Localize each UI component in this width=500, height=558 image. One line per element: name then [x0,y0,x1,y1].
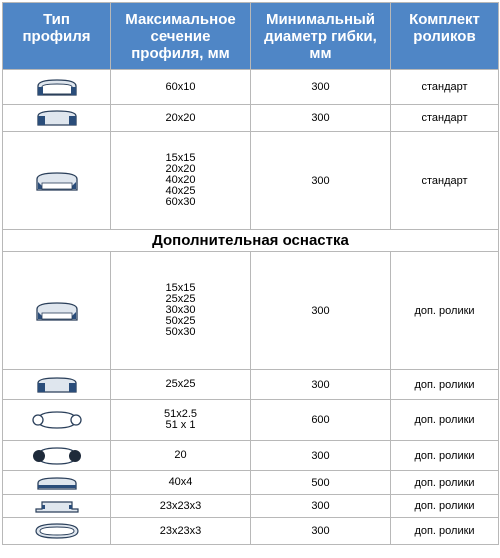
rollers-cell [391,252,499,370]
section-cell [111,70,251,105]
section-cell [111,370,251,400]
diameter-value: 300 [311,378,330,391]
roller-flat-bar-icon [32,474,82,492]
diameter-cell [251,495,391,518]
roller-square-edge-icon [32,108,82,128]
table-row [3,441,499,471]
rollers-cell [391,370,499,400]
section-value: 40x20 [165,174,196,186]
diameter-value: 500 [311,476,330,489]
section-value: 20x20 [165,163,196,175]
section-cell [111,400,251,441]
diameter-cell [251,400,391,441]
diameter-cell [251,70,391,105]
section-value: 60x10 [165,80,196,93]
section-value: 60x30 [165,196,196,208]
rollers-cell [391,441,499,471]
header-line: профиля [22,27,91,45]
rollers-value: стандарт [421,112,468,124]
section-value: 50x25 [165,315,196,327]
header-row [3,3,499,70]
roller-round-edge-icon [32,75,82,99]
roller-angle-icon [32,497,82,515]
rollers-value: доп. ролики [414,476,475,489]
header-line: мм [309,44,332,62]
section-cell [111,471,251,495]
profile-table [2,2,499,545]
roller-round-bar-icon [30,445,84,467]
section-value: 51 x 1 [165,419,196,431]
section-cell [111,441,251,471]
header-line: Максимальное [125,10,236,28]
table-row [3,132,499,230]
section-value: 25x25 [165,378,196,390]
section-cell [111,518,251,545]
rollers-value: доп. ролики [414,500,475,512]
diameter-value: 300 [311,81,330,93]
rollers-value: стандарт [421,81,468,93]
rollers-cell [391,70,499,105]
rollers-value: доп. ролики [414,414,475,426]
rollers-value: доп. ролики [414,304,475,317]
rollers-cell [391,105,499,132]
header-line: роликов [413,27,476,45]
header-line: Минимальный [265,10,376,28]
section-title: Дополнительная оснастка [3,230,499,252]
header-line: сечение [150,27,211,45]
table-row [3,370,499,400]
section-value: 40x4 [168,476,193,488]
diameter-cell [251,471,391,495]
rollers-cell [391,400,499,441]
roller-tube-icon [30,409,84,431]
rollers-cell [391,471,499,495]
rollers-cell [391,495,499,518]
header-line: диаметр гибки, [264,27,377,45]
diameter-cell [251,370,391,400]
roller-square-pocket-icon [32,169,82,193]
section-value: 20x20 [165,111,196,124]
section-value: 25x25 [165,293,196,305]
section-cell [111,132,251,230]
diameter-value: 600 [311,414,330,426]
header-roller-set [391,3,499,70]
table-row [3,471,499,495]
table-row [3,105,499,132]
diameter-cell [251,105,391,132]
diameter-value: 300 [311,449,330,462]
table-row [3,495,499,518]
header-line: Тип [43,10,70,28]
diameter-cell [251,132,391,230]
header-line: Комплект [409,10,480,28]
roller-square-edge-icon [32,375,82,395]
profile-icon-cell [3,400,111,441]
header-max-section [111,3,251,70]
section-value: 51x2.5 [163,408,198,420]
roller-channel-icon [30,521,84,541]
rollers-value: доп. ролики [414,378,475,391]
rollers-value: доп. ролики [414,525,475,537]
section-value: 20 [174,449,187,461]
section-cell [111,105,251,132]
diameter-value: 300 [311,304,330,317]
rollers-cell [391,132,499,230]
table-row [3,70,499,105]
profile-icon-cell [3,252,111,370]
rollers-cell [391,518,499,545]
roller-square-pocket-icon [32,299,82,323]
profile-icon-cell [3,441,111,471]
rollers-value: стандарт [421,174,468,187]
diameter-value: 300 [311,112,330,124]
profile-icon-cell [3,495,111,518]
diameter-cell [251,518,391,545]
section-value: 23x23x3 [159,499,202,512]
section-value: 23x23x3 [159,524,202,537]
diameter-value: 300 [311,525,330,537]
table-row [3,400,499,441]
header-min-diameter [251,3,391,70]
section-cell [111,252,251,370]
diameter-cell [251,441,391,471]
table-row [3,252,499,370]
profile-icon-cell [3,471,111,495]
section-value: 15x15 [165,282,196,294]
section-value: 40x25 [165,185,196,197]
rollers-value: доп. ролики [414,449,475,462]
section-value: 50x30 [165,326,196,338]
section-value: 30x30 [165,304,196,316]
table-row [3,518,499,545]
profile-icon-cell [3,132,111,230]
profile-icon-cell [3,70,111,105]
header-line: профиля, мм [131,44,230,62]
diameter-cell [251,252,391,370]
profile-icon-cell [3,370,111,400]
profile-icon-cell [3,518,111,545]
section-cell [111,495,251,518]
section-row [3,230,499,252]
section-value: 15x15 [165,152,196,164]
diameter-value: 300 [311,500,330,512]
profile-icon-cell [3,105,111,132]
diameter-value: 300 [311,174,330,187]
header-profile-type [3,3,111,70]
